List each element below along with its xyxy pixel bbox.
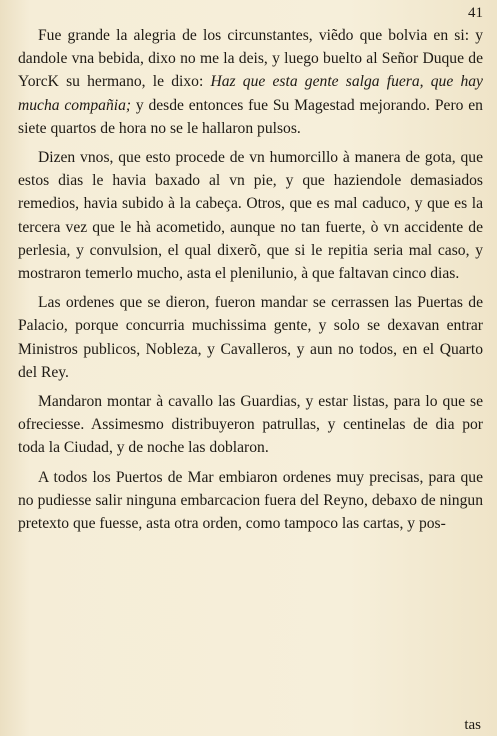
paragraph-1-text: Fue grande la alegria de los circunstantes, viẽdo que bolvia en si: y dandole vna bebida, dixo no me la deis, y luego buelto al Señor Duque de YorcK su hermano, le dixo: — [18, 27, 483, 91]
paragraph-1 — [18, 24, 483, 140]
paragraph-5: A todos los Puertos de Mar embiaron ordenes muy precisas, para que no pudiesse salir ninguna embarcacion fuera del Reyno, debaxo de ningun pretexto que fuesse, asta otra orden, como tampoco las cartas, y pos- — [18, 468, 483, 533]
paragraph-3: Las ordenes que se dieron, fueron mandar se cerrassen las Puertas de Palacio, porque concurria muchissima gente, y solo se dexavan entrar Ministros publicos, Nobleza, y Cavalleros, y aun no todos, en el Quarto del Rey. — [18, 294, 483, 381]
paragraph-4: Mandaron montar à cavallo las Guardias, y estar listas, para lo que se ofreciesse. Assimesmo distribuyeron patrullas, y centinelas de dia por toda la Ciudad, y de noche las doblaron. — [18, 393, 483, 457]
paragraph-1-italic-quote: Haz que esta gente salga fuera, que hay mucha compañia; — [18, 73, 483, 114]
page-body — [18, 24, 483, 535]
catchword: tas — [464, 717, 481, 733]
paragraph-2: Dizen vnos, que esto procede de vn humorcillo à manera de gota, que estos dias le havia baxado al vn pie, y que haziendole demasiados remedios, havia subido à la cabeça. Otros, que es mal caduco, y que es la tercera vez que le hà acometido, aunque no tan fuerte, ò vn accidente de perlesia, y convulsion, el qual dixerõ, que si le repitia seria mal caso, y mostraron temerlo mucho, asta el plenilunio, à que faltavan cinco dias. — [18, 149, 483, 283]
page-number: 41 — [468, 5, 483, 21]
paragraph-1-tail: y desde entonces fue Su Magestad mejorando. Pero en siete quartos de hora no se le hallaron pulsos. — [18, 96, 483, 137]
